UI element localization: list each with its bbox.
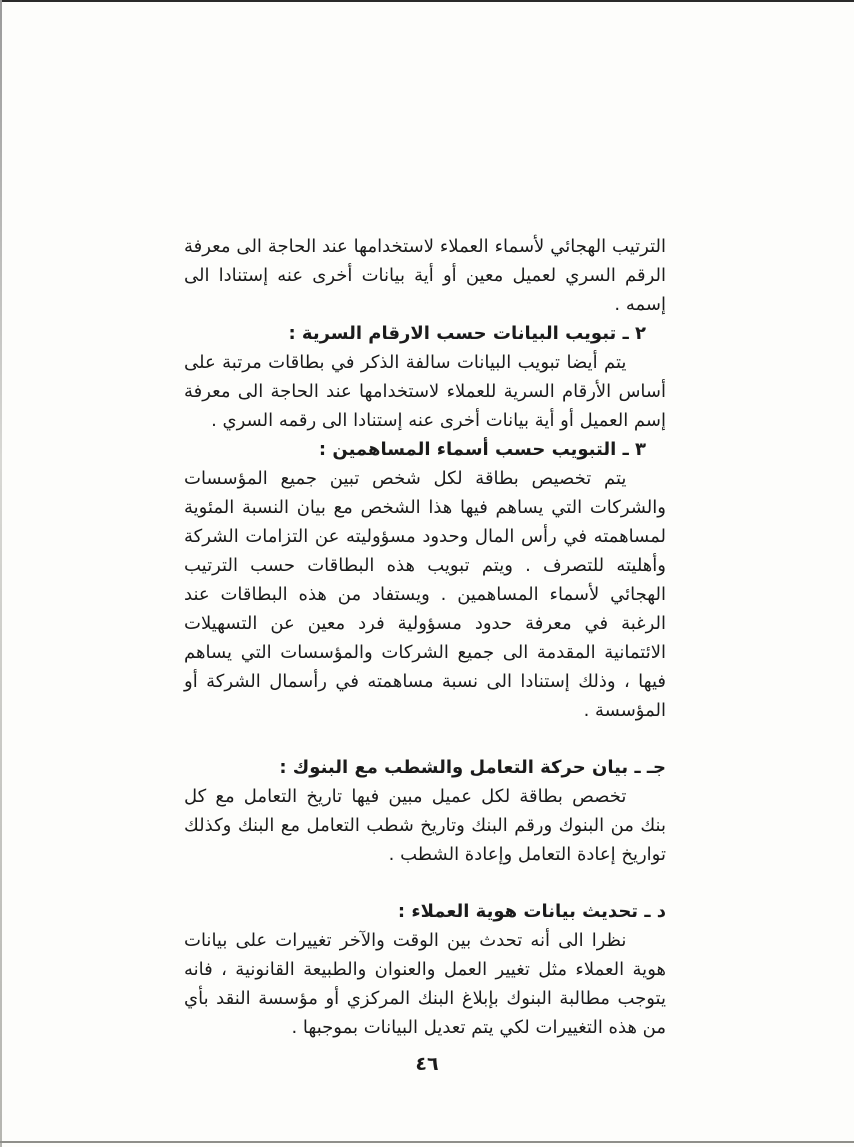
scan-edge-bottom [0, 1141, 854, 1143]
paragraph-bank-dealings-record: تخصص بطاقة لكل عميل مبين فيها تاريخ التعامل مع كل بنك من البنوك ورقم البنك وتاريخ شطب التعامل مع البنك وكذلك تواريخ إعادة التعامل وإعادة الشطب . [184, 786, 666, 865]
paragraph-alphabetical-ordering-continuation: الترتيب الهجائي لأسماء العملاء لاستخدامها عند الحاجة الى معرفة الرقم السري لعميل معين أو أية بيانات أخرى عنه إستنادا الى إسمه . [184, 236, 666, 315]
heading-secret-numbers-tabulation: ٢ ـ تبويب البيانات حسب الارقام السرية : [288, 323, 646, 344]
paragraph-secret-numbers-tabulation: يتم أيضا تبويب البيانات سالفة الذكر في بطاقات مرتبة على أساس الأرقام السرية للعملاء لاستخدامها عند الحاجة الى معرفة إسم العميل أو أية بيانات أخرى عنه إستنادا الى رقمه السري . [184, 352, 666, 431]
text-column [184, 232, 666, 1042]
scan-edge-top [0, 0, 854, 2]
paragraph-shareholders-tabulation: يتم تخصيص بطاقة لكل شخص تبين جميع المؤسسات والشركات التي يساهم فيها هذا الشخص مع بيان النسبة المئوية لمساهمته في رأس المال وحدود مسؤوليته عن التزامات الشركة وأهليته للتصرف . ويتم تبويب هذه البطاقات حسب الترتيب الهجائي لأسماء المساهمين . ويستفاد من هذه البطاقات عند الرغبة في معرفة حدود مسؤولية فرد معين عن التسهيلات الائتمانية المقدمة الى جميع الشركات والمؤسسات التي يساهم فيها ، وذلك إستنادا الى نسبة مساهمته في رأسمال الشركة أو المؤسسة . [184, 468, 666, 721]
heading-bank-dealings-record: جـ ـ بيان حركة التعامل والشطب مع البنوك : [279, 757, 666, 778]
paragraph-customer-identity-update: نظرا الى أنه تحدث بين الوقت والآخر تغييرات على بيانات هوية العملاء مثل تغيير العمل والعنوان والطبيعة القانونية ، فانه يتوجب مطالبة البنوك بإبلاغ البنك المركزي أو مؤسسة النقد بأي من هذه التغييرات لكي يتم تعديل البيانات بموجبها . [184, 930, 666, 1038]
scan-edge-left [0, 0, 2, 1147]
page-number: ٤٦ [415, 1053, 439, 1075]
heading-shareholders-tabulation: ٣ ـ التبويب حسب أسماء المساهمين : [318, 439, 646, 460]
heading-customer-identity-update: د ـ تحديث بيانات هوية العملاء : [397, 901, 666, 922]
